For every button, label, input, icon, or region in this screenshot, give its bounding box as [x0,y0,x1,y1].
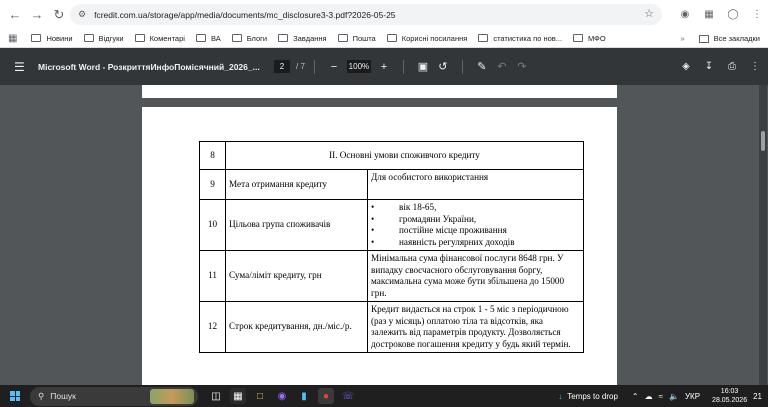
profile-icon[interactable]: ◯ [727,9,739,20]
bookmark-item[interactable] [387,34,468,43]
forward-icon[interactable]: → [30,7,44,22]
start-button[interactable] [0,391,30,401]
undo-icon[interactable]: ↶ [497,61,507,73]
extensions-icon[interactable]: ▦ [704,9,714,20]
bookmark-label: Пошта [352,33,376,43]
toolbar-divider [403,60,404,74]
bookmark-label: Завдання [293,33,327,43]
thermometer-icon: ↓ [558,391,563,401]
camera-icon[interactable]: ◉ [680,9,690,20]
row-label: Строк кредитування, дн./міс./р. [226,302,368,353]
search-highlight-image [150,389,194,404]
row-value: Для особистого використання [368,170,584,200]
list-item: • постійне місце проживання [371,225,580,237]
row-number: 10 [200,200,226,251]
row-number: 9 [200,170,226,200]
bookmark-label: Відгуки [98,33,124,43]
bookmark-label: статистика по нов... [493,33,562,43]
toolbar-divider [314,60,315,74]
print-icon[interactable]: ⎙ [728,61,736,72]
bookmark-item[interactable] [478,34,562,43]
list-item: • громадяни України, [371,214,580,226]
scrollbar-thumb[interactable] [761,131,765,151]
taskbar-search[interactable] [30,387,198,406]
row-number: 11 [200,251,226,302]
bookmark-item[interactable] [84,34,124,43]
folder-icon [573,34,583,42]
notification-badge[interactable]: 21 [753,391,762,401]
pdf-actions [677,48,764,85]
weather-widget[interactable] [558,392,618,401]
row-label: Мета отримання кредиту [226,170,368,200]
folder-icon [31,34,41,42]
bookmarks-bar [0,29,768,48]
weather-text: Temps to drop [567,391,618,401]
toolbar-actions [674,4,768,25]
previous-page [142,85,617,98]
folder-icon [387,34,397,42]
bookmark-item[interactable] [135,34,185,43]
copilot-icon[interactable]: ◉ [277,390,287,402]
back-icon[interactable]: ← [8,7,22,22]
table-row [200,142,584,170]
bookmark-item[interactable] [196,34,221,43]
bookmark-item[interactable] [278,34,327,43]
windows-logo-icon [10,391,20,401]
fit-page-icon[interactable]: ▣ [417,61,429,73]
browser-toolbar [0,0,768,29]
toolbar-divider [462,60,463,74]
hamburger-menu-icon[interactable]: ☰ [14,59,25,74]
store-icon[interactable]: ▦ [230,388,246,404]
redo-icon[interactable]: ↷ [517,61,527,73]
table-row [200,200,584,251]
ai-assist-icon[interactable]: ◈ [682,61,690,72]
document-title: Microsoft Word - РозкриттяИнфоПомісячний_2026_... [38,61,260,72]
bookmark-label: Корисні посилання [401,33,468,43]
bullet-list [371,202,580,248]
list-item: • вік 18-65, [371,202,580,214]
folder-icon [196,34,206,42]
tray-overflow-icon[interactable]: ⌃ [631,391,639,401]
zoom-out-icon[interactable]: − [330,60,338,73]
all-bookmarks-label: Все закладки [713,34,760,43]
row-value: Мінімальна сума фінансової послуги 8648 грн. У випадку своєчасного обслуговування боргу, максимальна сума може бути збільшена до 15000 грн. [368,251,584,302]
row-value: Кредит видається на строк 1 - 5 міс з періодичною (раз у місяць) оплатою тіла та відсотків, яка залежить від параметрів продукту. Дозволяється дострокове погашення кредиту у будь який термін. [368,302,584,353]
row-label: Сума/ліміт кредиту, грн [226,251,368,302]
pdf-page [142,107,617,385]
browser-menu-icon[interactable]: ⋮ [752,9,762,20]
taskbar [0,385,768,407]
chrome-icon[interactable]: ● [318,388,334,404]
bookmark-item[interactable] [31,34,72,43]
bookmark-label: МФО [588,33,606,43]
pdf-toolbar [0,48,768,85]
bookmark-item[interactable] [232,34,267,43]
more-options-icon[interactable]: ⋮ [750,61,760,72]
url-text: fcredit.com.ua/storage/app/media/documents/mc_disclosure3-3.pdf?2026-05-25 [94,9,396,20]
folder-icon [84,34,94,42]
folder-icon [135,34,145,42]
folder-icon [278,34,288,42]
more-bookmarks-icon[interactable]: » [680,34,685,43]
total-pages: / 7 [296,62,305,71]
time-text: 16:03 [720,388,739,395]
clock[interactable] [712,387,747,405]
download-icon[interactable]: ↧ [704,61,714,72]
task-view-icon[interactable]: ◫ [211,390,221,402]
folder-icon [232,34,242,42]
bookmark-label: ВА [210,33,221,43]
table-row [200,170,584,200]
pinned-apps [208,388,356,404]
bookmark-label: Новини [46,33,73,43]
input-language[interactable]: УКР [684,391,701,401]
search-icon: ⚲ [38,390,45,401]
row-value [368,200,584,251]
wifi-icon[interactable]: ≈ [658,391,663,401]
zoom-level-input[interactable]: 100% [348,62,370,71]
apps-grid-icon[interactable]: ▦ [8,32,18,44]
list-item: • наявність регулярних доходів [371,237,580,249]
table-row [200,251,584,302]
file-explorer-icon[interactable]: □ [256,390,264,402]
address-bar[interactable] [70,4,662,25]
annotate-icon[interactable]: ✎ [477,61,487,73]
viber-icon[interactable]: ☏ [341,390,355,402]
system-tray [558,385,768,407]
folder-icon [478,34,488,42]
section-heading: II. Основні умови споживчого кредиту [226,142,584,170]
bookmark-item[interactable] [338,34,376,43]
site-info-icon[interactable]: ⚙ [78,9,87,19]
cloud-icon[interactable]: ☁ [644,391,653,401]
volume-icon[interactable]: 🔈 [669,391,679,401]
rotate-icon[interactable]: ↺ [438,61,448,73]
date-text: 28.05.2026 [712,397,748,404]
bookmark-star-icon[interactable]: ☆ [644,8,654,20]
row-number: 12 [200,302,226,353]
folder-icon [699,35,709,43]
pdf-viewer[interactable] [0,85,768,385]
zoom-in-icon[interactable]: + [380,60,388,73]
search-label: Пошук [50,391,76,401]
documents-icon[interactable]: ▮ [301,390,307,402]
row-number: 8 [200,142,226,170]
page-number-input[interactable]: 2 [274,60,290,73]
reload-icon[interactable]: ↻ [53,6,65,22]
bookmark-label: Коментарі [149,33,185,43]
vertical-scrollbar[interactable] [759,85,767,385]
bookmark-label: Блоги [246,33,268,43]
credit-terms-table [199,141,584,353]
bookmark-item[interactable] [573,34,606,43]
folder-icon [338,34,348,42]
table-row [200,302,584,353]
all-bookmarks[interactable] [680,29,760,48]
row-label: Цільова група споживачів [226,200,368,251]
